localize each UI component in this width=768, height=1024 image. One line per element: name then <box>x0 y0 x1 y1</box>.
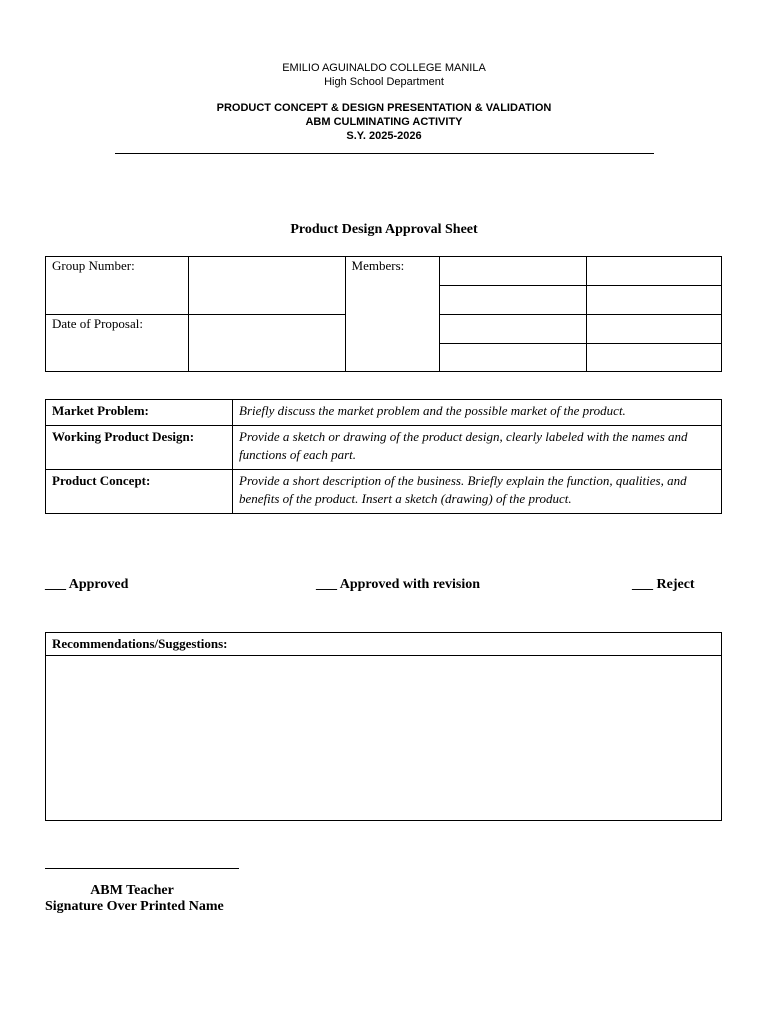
recommendations-table <box>45 632 722 821</box>
working-product-design-instructions[interactable]: Provide a sketch or drawing of the product design, clearly labeled with the names and functions of each part. <box>233 426 722 470</box>
member-field[interactable] <box>440 257 587 286</box>
group-number-field[interactable] <box>188 257 345 315</box>
market-problem-label: Market Problem: <box>46 400 233 426</box>
department-name: High School Department <box>324 76 444 88</box>
table-row <box>46 470 722 514</box>
member-field[interactable] <box>587 286 722 315</box>
school-year: S.Y. 2025-2026 <box>346 130 422 142</box>
member-field[interactable] <box>440 286 587 315</box>
date-of-proposal-label: Date of Proposal: <box>46 315 189 372</box>
member-field[interactable] <box>440 344 587 372</box>
table-row <box>46 426 722 470</box>
member-field[interactable] <box>587 344 722 372</box>
approved-with-revision-option[interactable]: ___ Approved with revision <box>316 577 481 592</box>
signature-line <box>45 868 239 869</box>
school-name: EMILIO AGUINALDO COLLEGE MANILA <box>282 62 486 74</box>
working-product-design-label: Working Product Design: <box>46 426 233 470</box>
member-field[interactable] <box>440 315 587 344</box>
signatory-role: ABM Teacher <box>90 883 174 898</box>
recommendations-label: Recommendations/Suggestions: <box>46 633 722 656</box>
table-row <box>46 400 722 426</box>
members-label: Members: <box>345 257 440 372</box>
product-details-table <box>45 399 722 514</box>
activity-title: PRODUCT CONCEPT & DESIGN PRESENTATION & VALIDATION <box>216 102 552 114</box>
recommendations-field[interactable] <box>46 656 722 821</box>
sheet-title: Product Design Approval Sheet <box>290 222 478 237</box>
member-field[interactable] <box>587 315 722 344</box>
group-info-table <box>45 256 722 372</box>
product-concept-instructions[interactable]: Provide a short description of the business. Briefly explain the function, qualities, and benefits of the product. Insert a sketch (drawing) of the product. <box>233 470 722 514</box>
header-divider <box>115 153 654 154</box>
date-of-proposal-field[interactable] <box>188 315 345 372</box>
member-field[interactable] <box>587 257 722 286</box>
activity-subtitle: ABM CULMINATING ACTIVITY <box>305 116 463 128</box>
group-number-label: Group Number: <box>46 257 189 315</box>
product-concept-label: Product Concept: <box>46 470 233 514</box>
reject-option[interactable]: ___ Reject <box>632 577 695 592</box>
market-problem-instructions[interactable]: Briefly discuss the market problem and the possible market of the product. <box>233 400 722 426</box>
signature-caption: Signature Over Printed Name <box>45 899 224 914</box>
approved-option[interactable]: ___ Approved <box>45 577 129 592</box>
